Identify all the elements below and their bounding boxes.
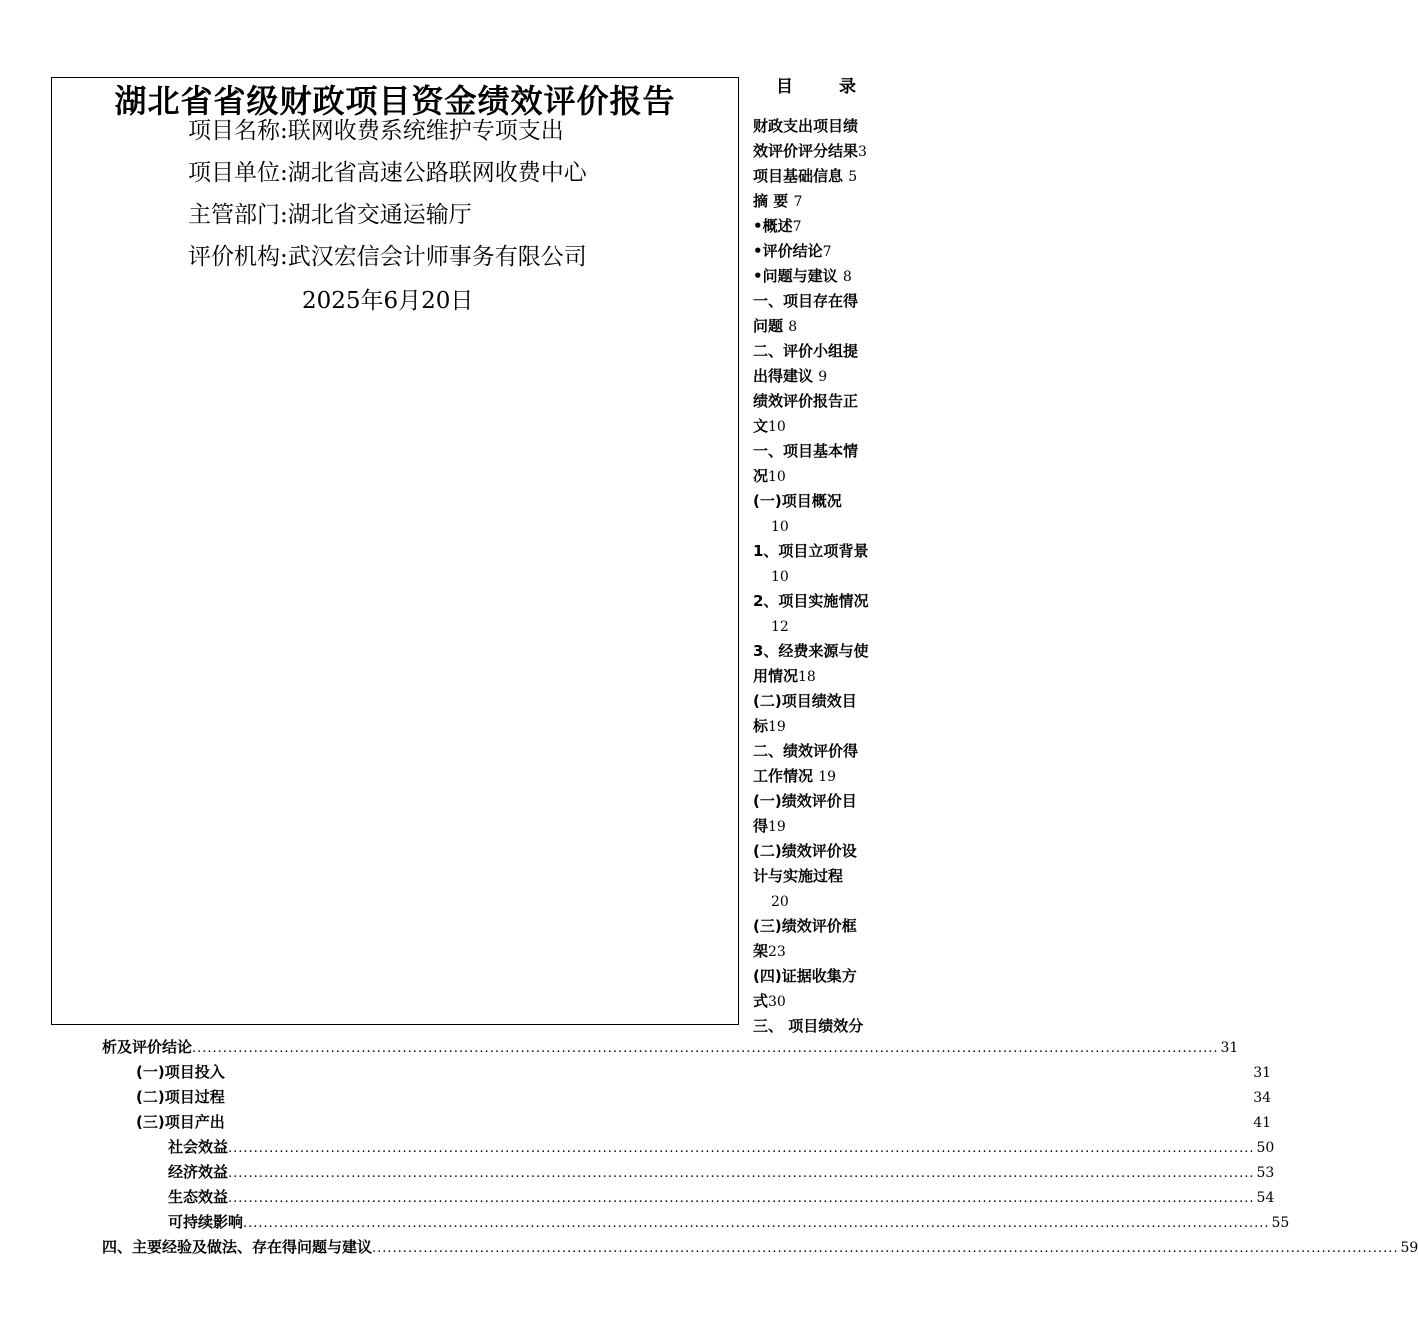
toc-entry[interactable] [102, 1060, 1272, 1085]
toc-entry-page: 34 [1253, 1090, 1272, 1106]
toc-sidebar-entry-text: 效评价评分结果 [753, 142, 859, 160]
toc-entry-label: 四、主要经验及做法、存在得问题与建议 [102, 1238, 373, 1256]
toc-sidebar-entry[interactable] [753, 764, 885, 789]
toc-sidebar-entry-page: 10 [768, 469, 786, 485]
toc-sidebar-entry-text: 摘 要 [753, 192, 794, 210]
toc-sidebar-entry[interactable] [753, 339, 885, 364]
toc-sidebar-entry-text: 计与实施过程 [753, 867, 844, 885]
toc-sidebar-entry-text: 二、绩效评价得 [753, 742, 859, 760]
toc-sidebar-entry[interactable] [753, 589, 885, 614]
toc-sidebar-entry-page: 30 [768, 994, 786, 1010]
toc-sidebar-entry-text: 工作情况 [753, 767, 819, 785]
toc-sidebar-entry[interactable] [753, 789, 885, 814]
evaluation-agency: 评价机构:武汉宏信会计师事务有限公司 [188, 244, 587, 270]
toc-sidebar-entry-text: 二、评价小组提 [753, 342, 859, 360]
toc-entry[interactable] [102, 1160, 1275, 1185]
toc-sidebar-entry[interactable] [753, 264, 885, 289]
toc-sidebar-entry-page: 8 [788, 319, 798, 335]
toc-sidebar-entry[interactable] [753, 864, 885, 889]
toc-sidebar-entry[interactable] [753, 614, 885, 639]
toc-sidebar-entry-text: 3、经费来源与使 [753, 642, 869, 660]
toc-sidebar-entry-text: 1、项目立项背景 [753, 542, 869, 560]
toc-entry[interactable] [102, 1135, 1275, 1160]
toc-sidebar-entry-page: 7 [822, 244, 832, 260]
toc-sidebar-entry-text: 三、 项目绩效分 [753, 1017, 864, 1035]
toc-leader-dots: ........................................................................................................................................................................................................ [228, 1191, 1255, 1206]
toc-sidebar-entry[interactable] [753, 389, 885, 414]
toc-sidebar-entry-text: 2、项目实施情况 [753, 592, 869, 610]
toc-entry-label: 经济效益 [168, 1163, 229, 1181]
toc-sidebar-entry-text: (二)绩效评价设 [753, 842, 857, 860]
toc-sidebar-entry[interactable] [753, 964, 885, 989]
toc-sidebar-entry-text: •评价结论 [753, 242, 823, 260]
toc-entry-page: 59 [1400, 1240, 1418, 1256]
toc-sidebar-entry[interactable] [753, 539, 885, 564]
toc-entry-label: (三)项目产出 [136, 1113, 225, 1131]
toc-entry-page: 54 [1256, 1190, 1275, 1206]
toc-sidebar-entry-text: 问题 [753, 317, 789, 335]
toc-sidebar-entry-text: 一、项目基本情 [753, 442, 859, 460]
toc-entry-label: (一)项目投入 [136, 1063, 225, 1081]
toc-sidebar-entry-text: 式 [753, 992, 769, 1010]
toc-sidebar-entry-text: (三)绩效评价框 [753, 917, 857, 935]
toc-entry-page: 50 [1256, 1140, 1275, 1156]
toc-sidebar-entry-page: 23 [768, 944, 786, 960]
toc-sidebar-entry[interactable] [753, 814, 885, 839]
toc-sidebar-entry-text: 得 [753, 817, 769, 835]
toc-entry[interactable] [102, 1185, 1275, 1210]
toc-sidebar-entry-text: 绩效评价报告正 [753, 392, 859, 410]
toc-sidebar-lines [753, 114, 885, 1039]
toc-sidebar-entry[interactable] [753, 939, 885, 964]
toc-entry[interactable] [102, 1235, 1418, 1260]
toc-sidebar-entry-page: 7 [792, 219, 802, 235]
toc-sidebar-entry-page: 19 [768, 719, 786, 735]
toc-leader-dots: ........................................................................................................................................................................................................ [228, 1141, 1255, 1156]
toc-sidebar-entry-text: •问题与建议 [753, 267, 843, 285]
toc-entry-page: 31 [1220, 1040, 1239, 1056]
toc-leader-dots: ........................................................................................................................................................................................................ [243, 1216, 1270, 1231]
toc-sidebar-entry[interactable] [753, 289, 885, 314]
toc-entry[interactable] [102, 1110, 1272, 1135]
toc-sidebar-entry-page: 5 [848, 169, 858, 185]
toc-sidebar-entry[interactable] [753, 664, 885, 689]
toc-sidebar-entry-text: •概述 [753, 217, 793, 235]
toc-sidebar-entry-text: 财政支出项目绩 [753, 117, 859, 135]
toc-entry-label: 生态效益 [168, 1188, 229, 1206]
report-title: 湖北省省级财政项目资金绩效评价报告 [114, 82, 676, 120]
toc-sidebar-entry[interactable] [753, 439, 885, 464]
project-name: 项目名称:联网收费系统维护专项支出 [188, 118, 564, 144]
toc-sidebar-entry-page: 10 [771, 569, 789, 585]
toc-sidebar-entry[interactable] [753, 364, 885, 389]
supervising-department: 主管部门:湖北省交通运输厅 [188, 202, 472, 228]
toc-sidebar-entry[interactable] [753, 239, 885, 264]
toc-sidebar-entry-page: 19 [768, 819, 786, 835]
toc-entry-page: 31 [1253, 1065, 1272, 1081]
toc-sidebar-entry[interactable] [753, 639, 885, 664]
toc-sidebar-entry[interactable] [753, 164, 885, 189]
toc-sidebar-entry[interactable] [753, 464, 885, 489]
toc-sidebar-entry-page: 3 [858, 144, 867, 160]
toc-entry-page: 53 [1256, 1165, 1275, 1181]
toc-sidebar-entry-text: 标 [753, 717, 769, 735]
toc-sidebar-entry-page: 12 [771, 619, 789, 635]
toc-entry-label: 可持续影响 [168, 1213, 244, 1231]
toc-sidebar-entry[interactable] [753, 214, 885, 239]
toc-sidebar-entry[interactable] [753, 714, 885, 739]
toc-sidebar-entry[interactable] [753, 189, 885, 214]
toc-entry-page: 55 [1271, 1215, 1290, 1231]
toc-sidebar-entry[interactable] [753, 989, 885, 1014]
toc-entry[interactable] [102, 1035, 1239, 1060]
toc-sidebar-entry-text: (二)项目绩效目 [753, 692, 857, 710]
toc-sidebar-entry-text: 架 [753, 942, 769, 960]
toc-sidebar-entry[interactable] [753, 514, 885, 539]
toc-sidebar-entry-text: 用情况 [753, 667, 799, 685]
toc-entry[interactable] [102, 1210, 1290, 1235]
toc-entry-label: 社会效益 [168, 1138, 229, 1156]
toc-sidebar-entry-text: (四)证据收集方 [753, 967, 857, 985]
toc-sidebar-entry[interactable] [753, 689, 885, 714]
toc-list [102, 1035, 1418, 1260]
toc-sidebar-entry-page: 7 [793, 194, 803, 210]
toc-sidebar-entry[interactable] [753, 914, 885, 939]
toc-entry-page: 41 [1253, 1115, 1272, 1131]
toc-sidebar-entry[interactable] [753, 839, 885, 864]
report-date: 2025年6月20日 [302, 288, 474, 314]
toc-sidebar-entry-text: 况 [753, 467, 769, 485]
toc-heading: 目 录 [776, 77, 876, 97]
toc-leader-dots: ........................................................................................................................................................................................................ [228, 1166, 1255, 1181]
toc-sidebar-entry-text: (一)绩效评价目 [753, 792, 857, 810]
toc-entry[interactable] [102, 1085, 1272, 1110]
toc-sidebar-entry[interactable] [753, 564, 885, 589]
toc-sidebar-entry[interactable] [753, 889, 885, 914]
toc-leader-dots: ........................................................................................................................................................................................................ [192, 1041, 1219, 1056]
toc-sidebar-entry[interactable] [753, 489, 885, 514]
toc-sidebar-entry-text: 一、项目存在得 [753, 292, 859, 310]
toc-sidebar-entry-page: 8 [842, 269, 852, 285]
toc-sidebar-entry-text: 出得建议 [753, 367, 819, 385]
toc-sidebar [753, 74, 885, 1039]
toc-sidebar-entry-page: 9 [818, 369, 828, 385]
cover-frame [51, 77, 739, 1025]
toc-sidebar-entry-text: 文 [753, 417, 769, 435]
toc-entry-label: 析及评价结论 [102, 1038, 193, 1056]
toc-sidebar-entry[interactable] [753, 739, 885, 764]
toc-sidebar-entry[interactable] [753, 139, 885, 164]
toc-sidebar-entry[interactable] [753, 314, 885, 339]
toc-sidebar-entry-text: 项目基础信息 [753, 167, 849, 185]
project-unit: 项目单位:湖北省高速公路联网收费中心 [188, 160, 587, 186]
toc-sidebar-entry[interactable] [753, 414, 885, 439]
toc-entry-label: (二)项目过程 [136, 1088, 225, 1106]
toc-leader-dots: ........................................................................................................................................................................................................ [372, 1241, 1399, 1256]
toc-sidebar-entry-text: (一)项目概况 [753, 492, 842, 510]
toc-sidebar-entry-page: 10 [768, 419, 786, 435]
toc-sidebar-entry-page: 19 [818, 769, 837, 785]
toc-sidebar-entry-page: 10 [771, 519, 789, 535]
toc-sidebar-entry[interactable] [753, 114, 885, 139]
toc-sidebar-entry-page: 20 [771, 894, 789, 910]
toc-sidebar-entry-page: 18 [798, 669, 816, 685]
